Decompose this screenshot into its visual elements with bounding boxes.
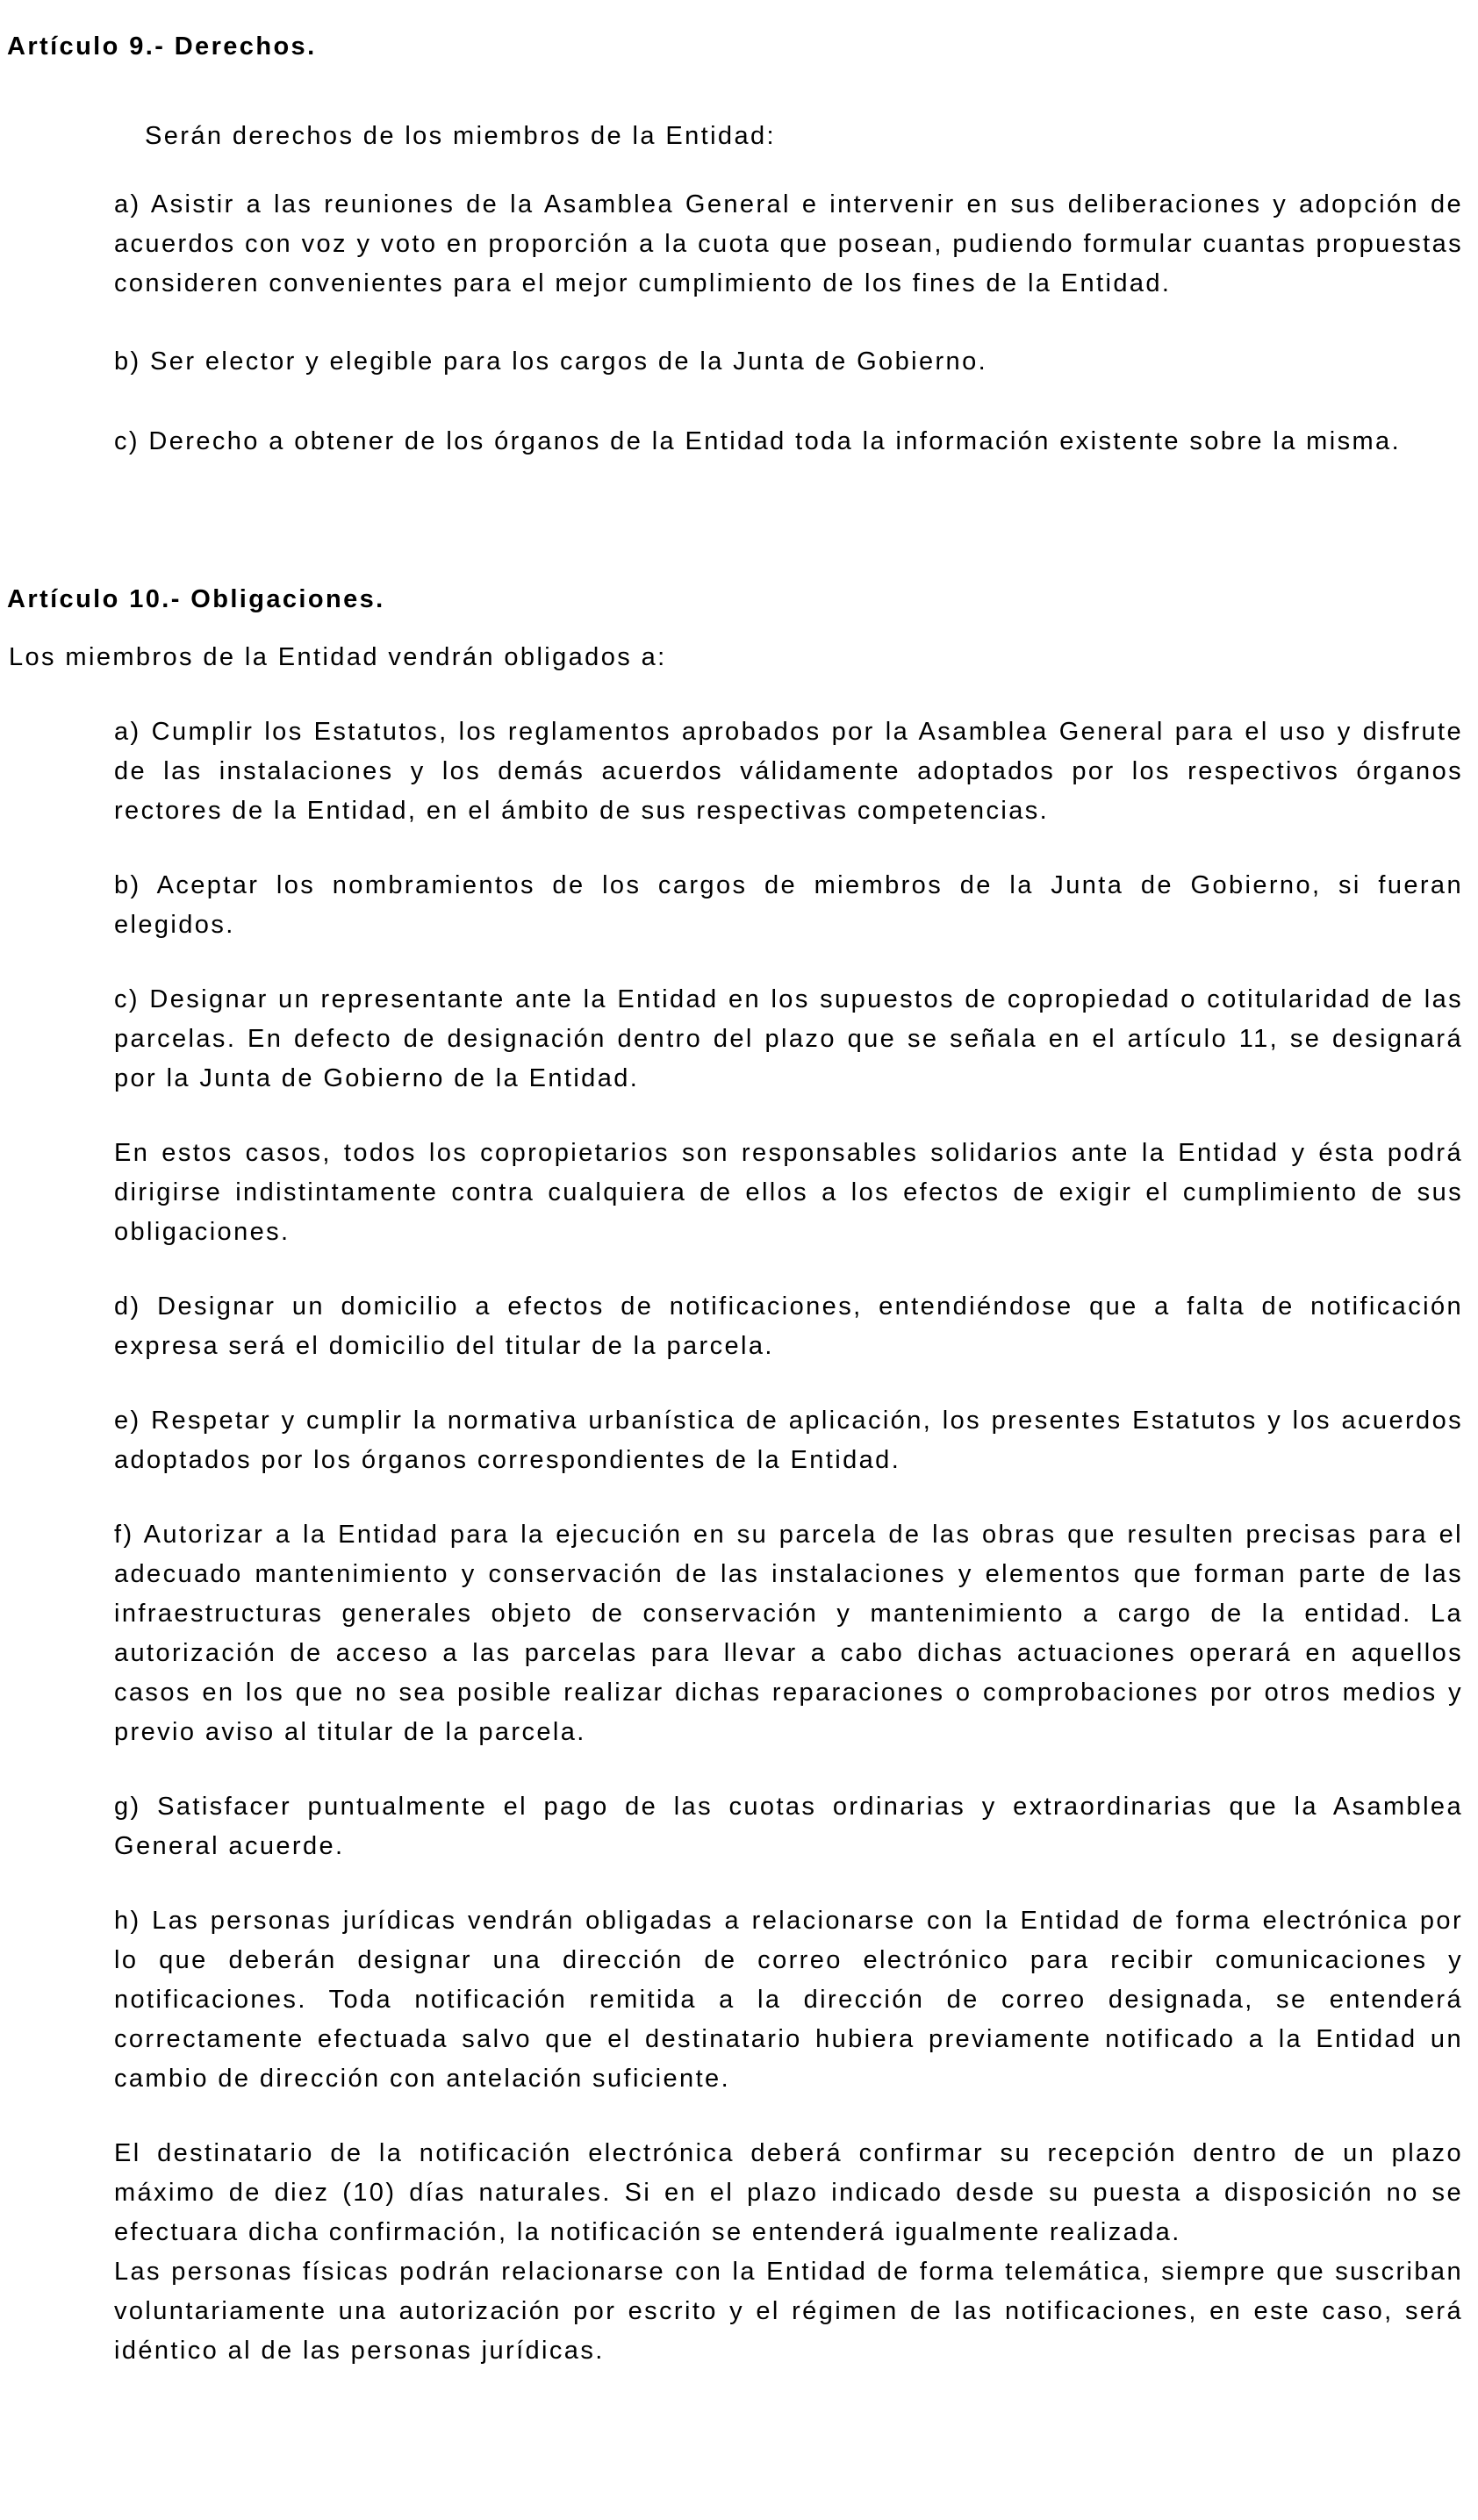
article-9-section: [7, 27, 1463, 462]
article-10-item-c-continuation: En estos casos, todos los copropietarios son responsables solidarios ante la Entidad y ésta podrá dirigirse indistintamente contra cualquiera de ellos a los efectos de exigir el cumplimiento de sus obligaciones.: [114, 1139, 1463, 1246]
article-10-item-f: f) Autorizar a la Entidad para la ejecución en su parcela de las obras que resulten precisas para el adecuado mantenimiento y conservación de las instalaciones y elementos que forman parte de las infraestructuras generales objeto de conservación y mantenimiento a cargo de la entidad. La autorización de acceso a las parcelas para llevar a cabo dichas actuaciones operará en aquellos casos en los que no sea posible realizar dichas reparaciones o comprobaciones por otros medios y previo aviso al titular de la parcela.: [114, 1521, 1463, 1746]
article-9-item-a: a) Asistir a las reuniones de la Asamblea General e intervenir en sus deliberaciones y adopción de acuerdos con voz y voto en proporción a la cuota que posean, pudiendo formular cuantas propuestas consideren convenientes para el mejor cumplimiento de los fines de la Entidad.: [114, 190, 1463, 297]
article-9-item-c: c) Derecho a obtener de los órganos de la Entidad toda la información existente sobre la misma.: [114, 427, 1402, 455]
article-9-item-b: b) Ser elector y elegible para los cargos de la Junta de Gobierno.: [114, 347, 988, 376]
article-10-item-h: h) Las personas jurídicas vendrán obligadas a relacionarse con la Entidad de forma electrónica por lo que deberán designar una dirección de correo electrónico para recibir comunicaciones y notificaciones. Toda notificación remitida a la dirección de correo designada, se entenderá correctamente efectuada salvo que el destinatario hubiera previamente notificado a la Entidad un cambio de dirección con antelación suficiente.: [114, 1907, 1463, 2093]
article-10-item-c: c) Designar un representante ante la Entidad en los supuestos de copropiedad o cotitularidad de las parcelas. En defecto de designación dentro del plazo que se señala en el artículo 11, se designará por la Junta de Gobierno de la Entidad.: [114, 985, 1463, 1092]
article-10-item-g: g) Satisfacer puntualmente el pago de las cuotas ordinarias y extraordinarias que la Asamblea General acuerde.: [114, 1793, 1463, 1860]
article-10-item-h-individuals-paragraph: Las personas físicas podrán relacionarse con la Entidad de forma telemática, siempre que suscriban voluntariamente una autorización por escrito y el régimen de las notificaciones, en este caso, será idéntico al de las personas jurídicas.: [114, 2258, 1463, 2365]
article-10-section: [7, 580, 1463, 2371]
article-9-heading: Artículo 9.- Derechos.: [7, 32, 317, 61]
article-10-item-a: a) Cumplir los Estatutos, los reglamentos aprobados por la Asamblea General para el uso y disfrute de las instalaciones y los demás acuerdos válidamente adoptados por los respectivos órganos rectores de la Entidad, en el ámbito de sus respectivas competencias.: [114, 718, 1463, 825]
article-9-intro: Serán derechos de los miembros de la Entidad:: [145, 122, 776, 150]
article-10-item-b: b) Aceptar los nombramientos de los cargos de miembros de la Junta de Gobierno, si fueran elegidos.: [114, 871, 1463, 939]
article-10-intro: Los miembros de la Entidad vendrán obligados a:: [9, 643, 667, 671]
article-10-item-h-notification-paragraph: El destinatario de la notificación electrónica deberá confirmar su recepción dentro de un plazo máximo de diez (10) días naturales. Si en el plazo indicado desde su puesta a disposición no se efectuara dicha confirmación, la notificación se entenderá igualmente realizada.: [114, 2139, 1463, 2246]
article-10-item-d: d) Designar un domicilio a efectos de notificaciones, entendiéndose que a falta de notificación expresa será el domicilio del titular de la parcela.: [114, 1292, 1463, 1360]
article-10-item-e: e) Respetar y cumplir la normativa urbanística de aplicación, los presentes Estatutos y los acuerdos adoptados por los órganos correspondientes de la Entidad.: [114, 1407, 1463, 1474]
article-10-heading: Artículo 10.- Obligaciones.: [7, 585, 385, 613]
